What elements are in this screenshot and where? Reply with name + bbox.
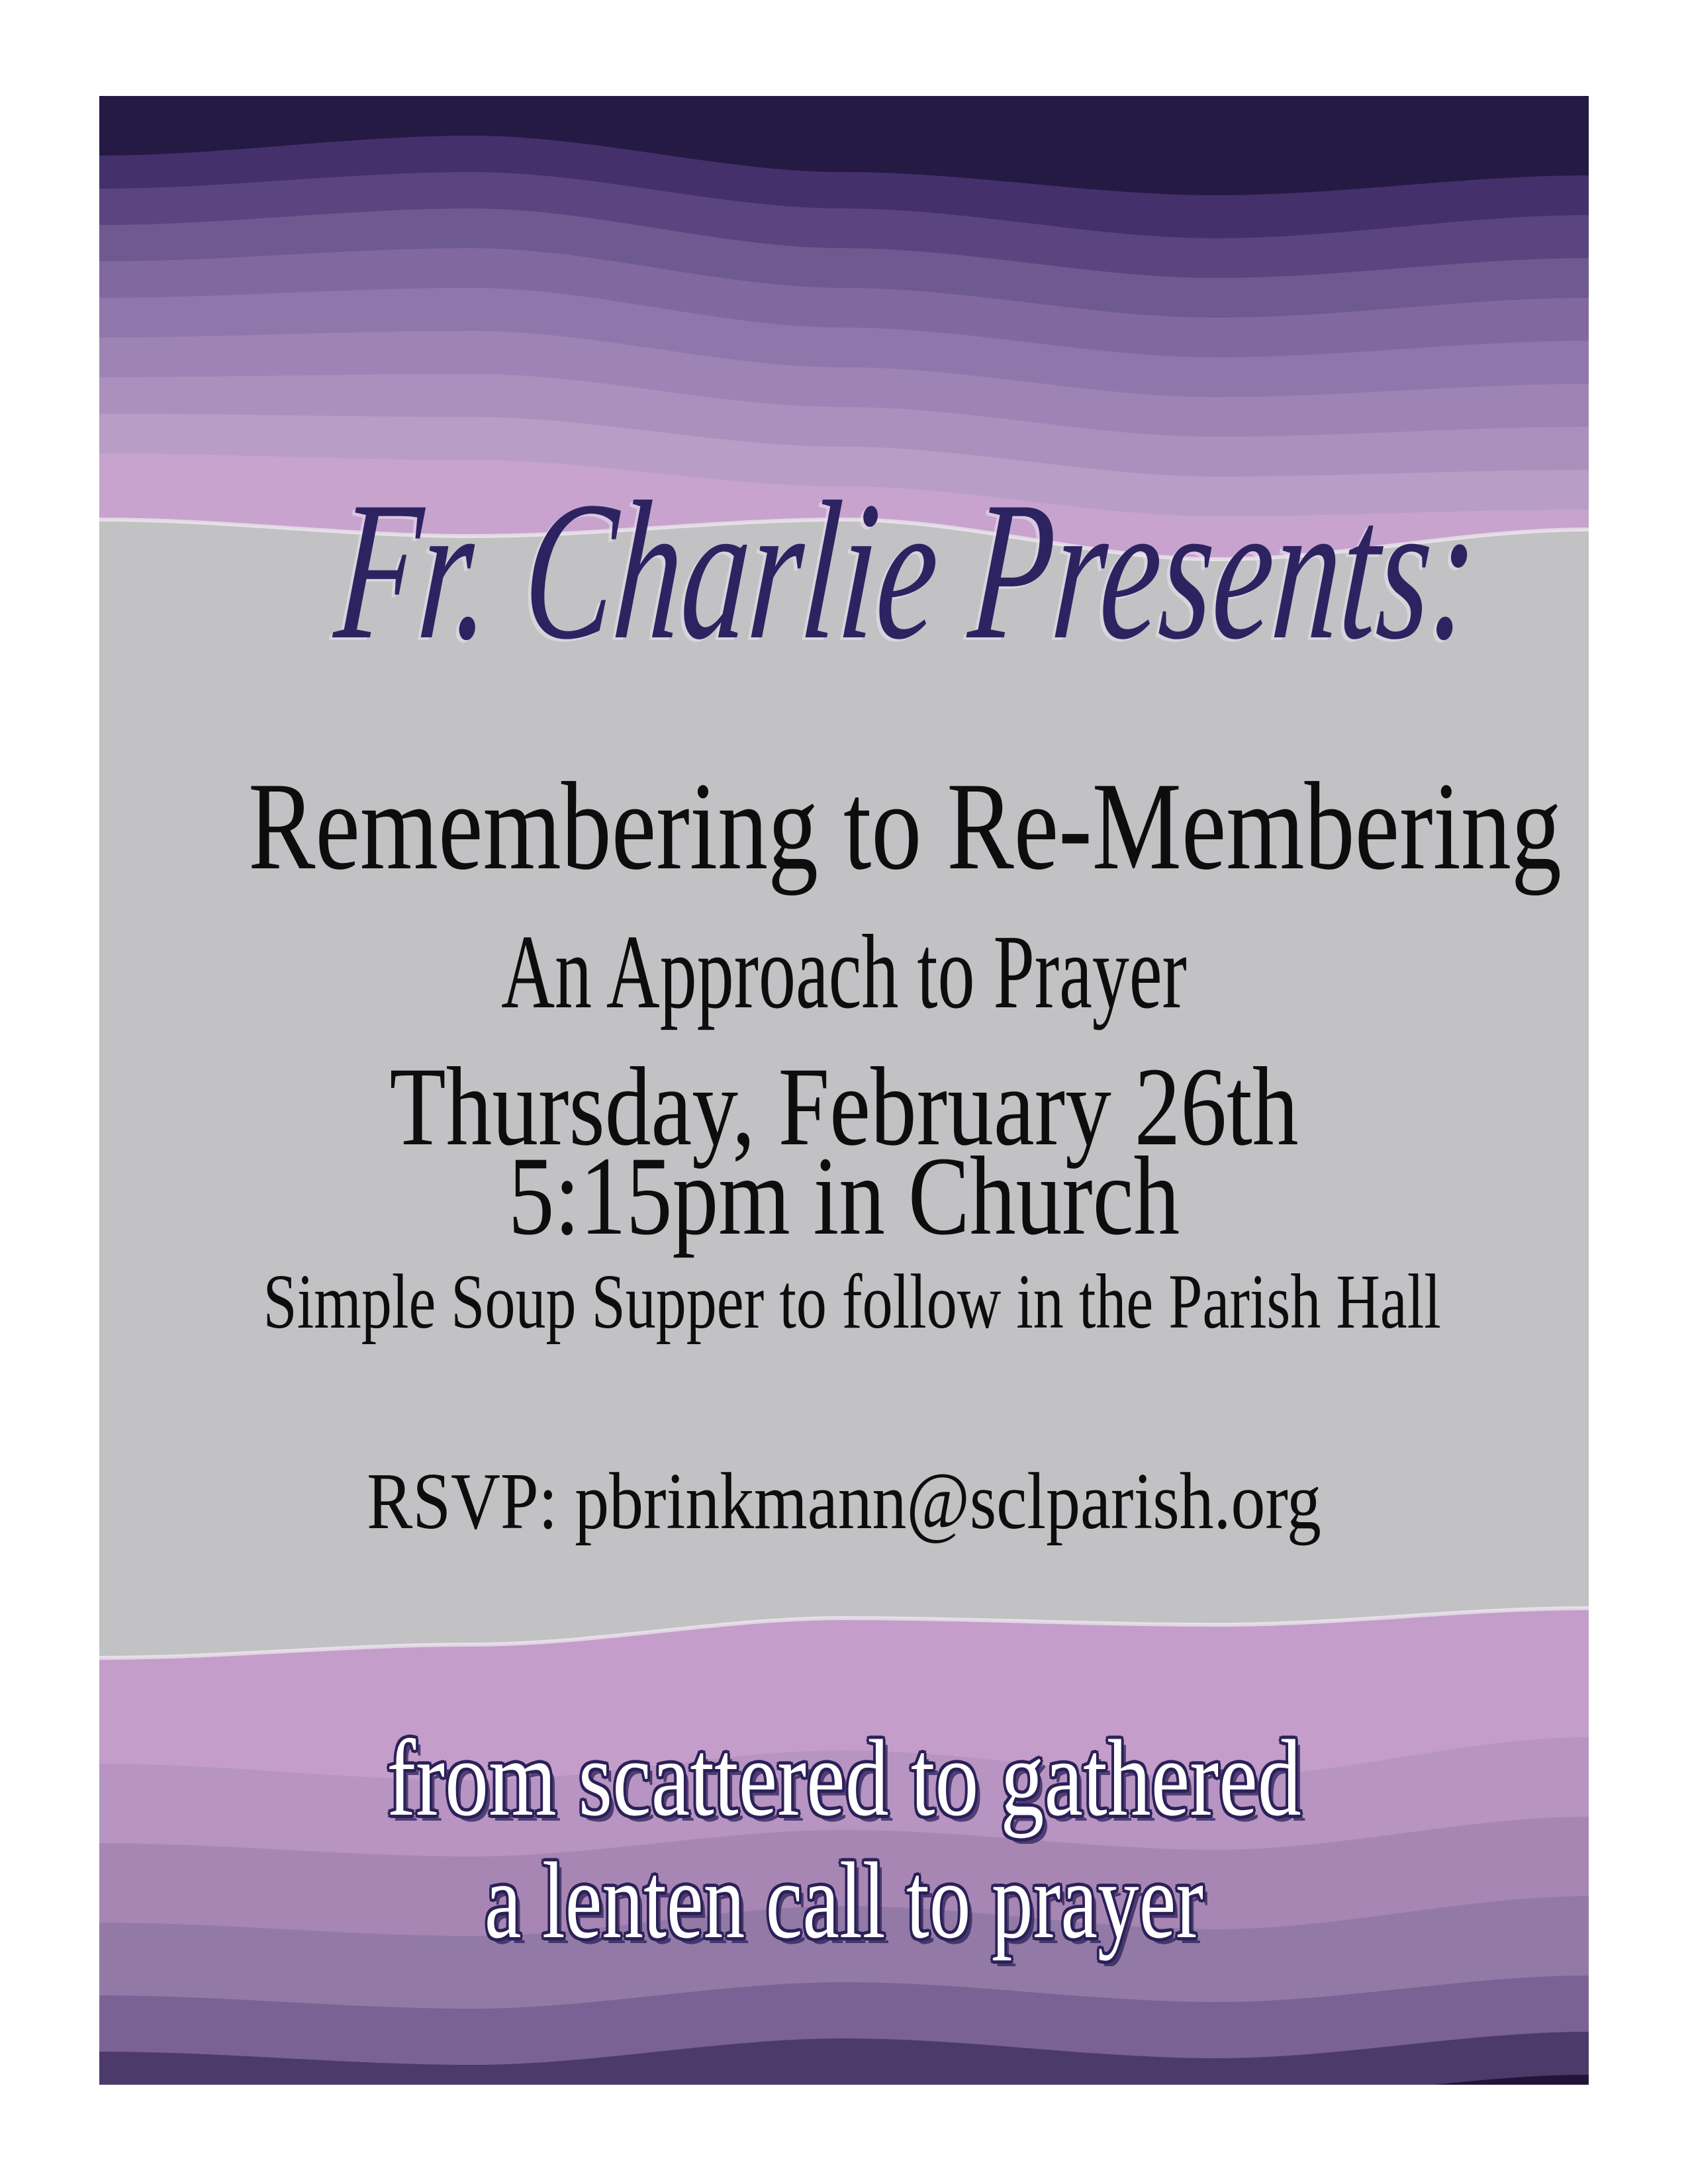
event-time-location: 5:15pm in Church [508, 1134, 1180, 1258]
footer-tagline-1: from scattered to gathered [387, 1717, 1301, 1839]
supper-note: Simple Soup Supper to follow in the Parish Hall [263, 1258, 1441, 1345]
rsvp-email: RSVP: pbrinkmann@sclparish.org [367, 1457, 1321, 1546]
footer-tagline-2: a lenten call to prayer [484, 1840, 1204, 1961]
event-date: Thursday, February 26th [389, 1044, 1299, 1169]
flyer [99, 96, 1589, 2085]
event-headline: Remembering to Re-Membering [248, 757, 1562, 896]
script-title: Fr. Charlie Presents: [330, 461, 1485, 680]
event-subtitle: An Approach to Prayer [501, 913, 1187, 1030]
